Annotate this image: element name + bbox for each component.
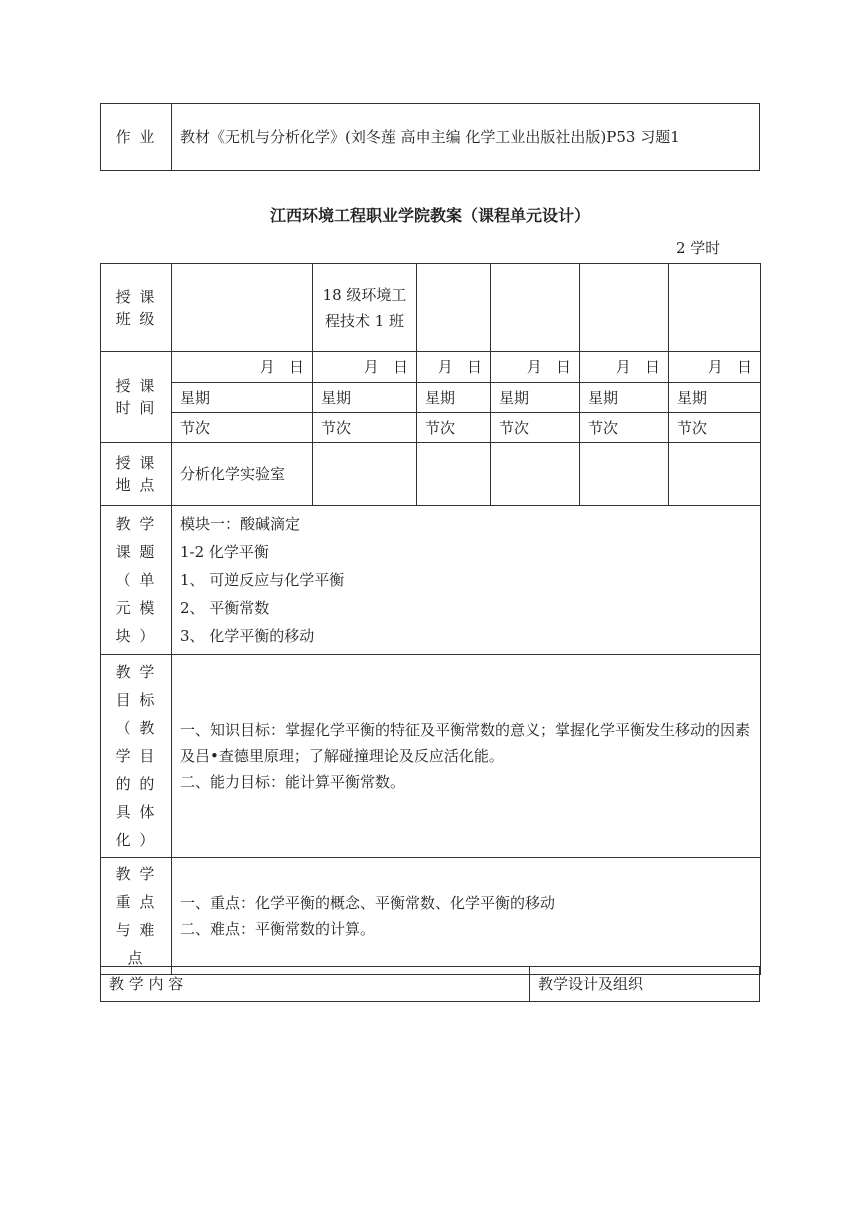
date-cell: 月 日: [417, 352, 491, 383]
goals-label-line: （ 教: [115, 719, 157, 737]
period-cell: 节次: [669, 413, 761, 443]
goals-label-line: 具 体: [115, 803, 157, 821]
topic-label-line: 元 模: [115, 599, 157, 617]
goals-content: [172, 655, 761, 858]
place-cell: [313, 443, 417, 506]
date-cell: 月 日: [313, 352, 417, 383]
weekday-cell: 星期: [669, 383, 761, 413]
weekday-cell: 星期: [417, 383, 491, 413]
lesson-plan-table: [100, 263, 761, 975]
keypoints-line: 二、难点：平衡常数的计算。: [180, 920, 376, 938]
weekday-cell: 星期: [491, 383, 580, 413]
date-cell: 月 日: [580, 352, 669, 383]
place-label-line: 地 点: [115, 476, 157, 494]
teaching-content-header: 教 学 内 容: [101, 967, 530, 1002]
topic-line: 1、 可逆反应与化学平衡: [180, 571, 345, 589]
class-cell: [172, 264, 313, 352]
goals-label-line: 学 目: [115, 747, 157, 765]
class-label-line: 授 课: [115, 287, 157, 306]
period-cell: 节次: [172, 413, 313, 443]
topic-line: 模块一：酸碱滴定: [180, 515, 301, 533]
goals-line: 一、知识目标：掌握化学平衡的特征及平衡常数的意义；掌握化学平衡发生移动的因素及吕•查德里原理；了解碰撞理论及反应活化能。: [180, 721, 751, 765]
topic-line: 1-2 化学平衡: [180, 543, 269, 561]
place-cell: [669, 443, 761, 506]
goals-label-line: 目 标: [115, 691, 157, 709]
keypoints-content: [172, 858, 761, 975]
homework-text: 教材《无机与分析化学》(刘冬莲 高申主编 化学工业出版社出版)P53 习题1: [172, 104, 760, 171]
document-title: 江西环境工程职业学院教案（课程单元设计）: [269, 206, 590, 225]
goals-label-line: 的 的: [115, 775, 157, 793]
place-cell: [491, 443, 580, 506]
goals-line: 二、能力目标：能计算平衡常数。: [180, 773, 406, 791]
topic-label-line: 课 题: [115, 543, 157, 561]
class-cell: 18 级环境工程技术 1 班: [313, 264, 417, 352]
class-cell: [417, 264, 491, 352]
class-label: [101, 264, 172, 352]
period-cell: 节次: [313, 413, 417, 443]
place-cell: [417, 443, 491, 506]
keypoints-label: [101, 858, 172, 975]
topic-label-line: 块 ）: [115, 627, 157, 645]
hours-label: 2 学时: [676, 239, 721, 257]
topic-line: 3、 化学平衡的移动: [180, 627, 315, 645]
keypoints-label-line: 点: [127, 949, 145, 967]
topic-label-line: （ 单: [115, 571, 157, 589]
weekday-cell: 星期: [172, 383, 313, 413]
keypoints-label-line: 与 难: [115, 921, 157, 939]
time-label: [101, 352, 172, 443]
topic-label-line: 教 学: [115, 515, 157, 533]
keypoints-label-line: 教 学: [115, 865, 157, 883]
weekday-cell: 星期: [580, 383, 669, 413]
class-label-line: 班 级: [115, 309, 157, 328]
time-label-line: 授 课: [115, 377, 157, 395]
goals-label-line: 化 ）: [115, 831, 157, 849]
class-cell: [580, 264, 669, 352]
date-cell: 月 日: [491, 352, 580, 383]
period-cell: 节次: [417, 413, 491, 443]
class-cell: [669, 264, 761, 352]
homework-label: 作 业: [101, 104, 172, 171]
period-cell: 节次: [580, 413, 669, 443]
goals-label: [101, 655, 172, 858]
teaching-design-header: 教学设计及组织: [530, 967, 760, 1002]
weekday-cell: 星期: [313, 383, 417, 413]
place-cell: 分析化学实验室: [172, 443, 313, 506]
keypoints-label-line: 重 点: [115, 893, 157, 911]
goals-label-line: 教 学: [115, 663, 157, 681]
topic-content: [172, 506, 761, 655]
place-label-line: 授 课: [115, 454, 157, 472]
class-cell: [491, 264, 580, 352]
period-cell: 节次: [491, 413, 580, 443]
date-cell: 月 日: [172, 352, 313, 383]
time-label-line: 时 间: [115, 399, 157, 417]
topic-label: [101, 506, 172, 655]
content-header-table: [100, 966, 760, 1002]
keypoints-line: 一、重点：化学平衡的概念、平衡常数、化学平衡的移动: [180, 894, 556, 912]
topic-line: 2、 平衡常数: [180, 599, 270, 617]
date-cell: 月 日: [669, 352, 761, 383]
place-cell: [580, 443, 669, 506]
homework-table: [100, 103, 760, 171]
place-label: [101, 443, 172, 506]
